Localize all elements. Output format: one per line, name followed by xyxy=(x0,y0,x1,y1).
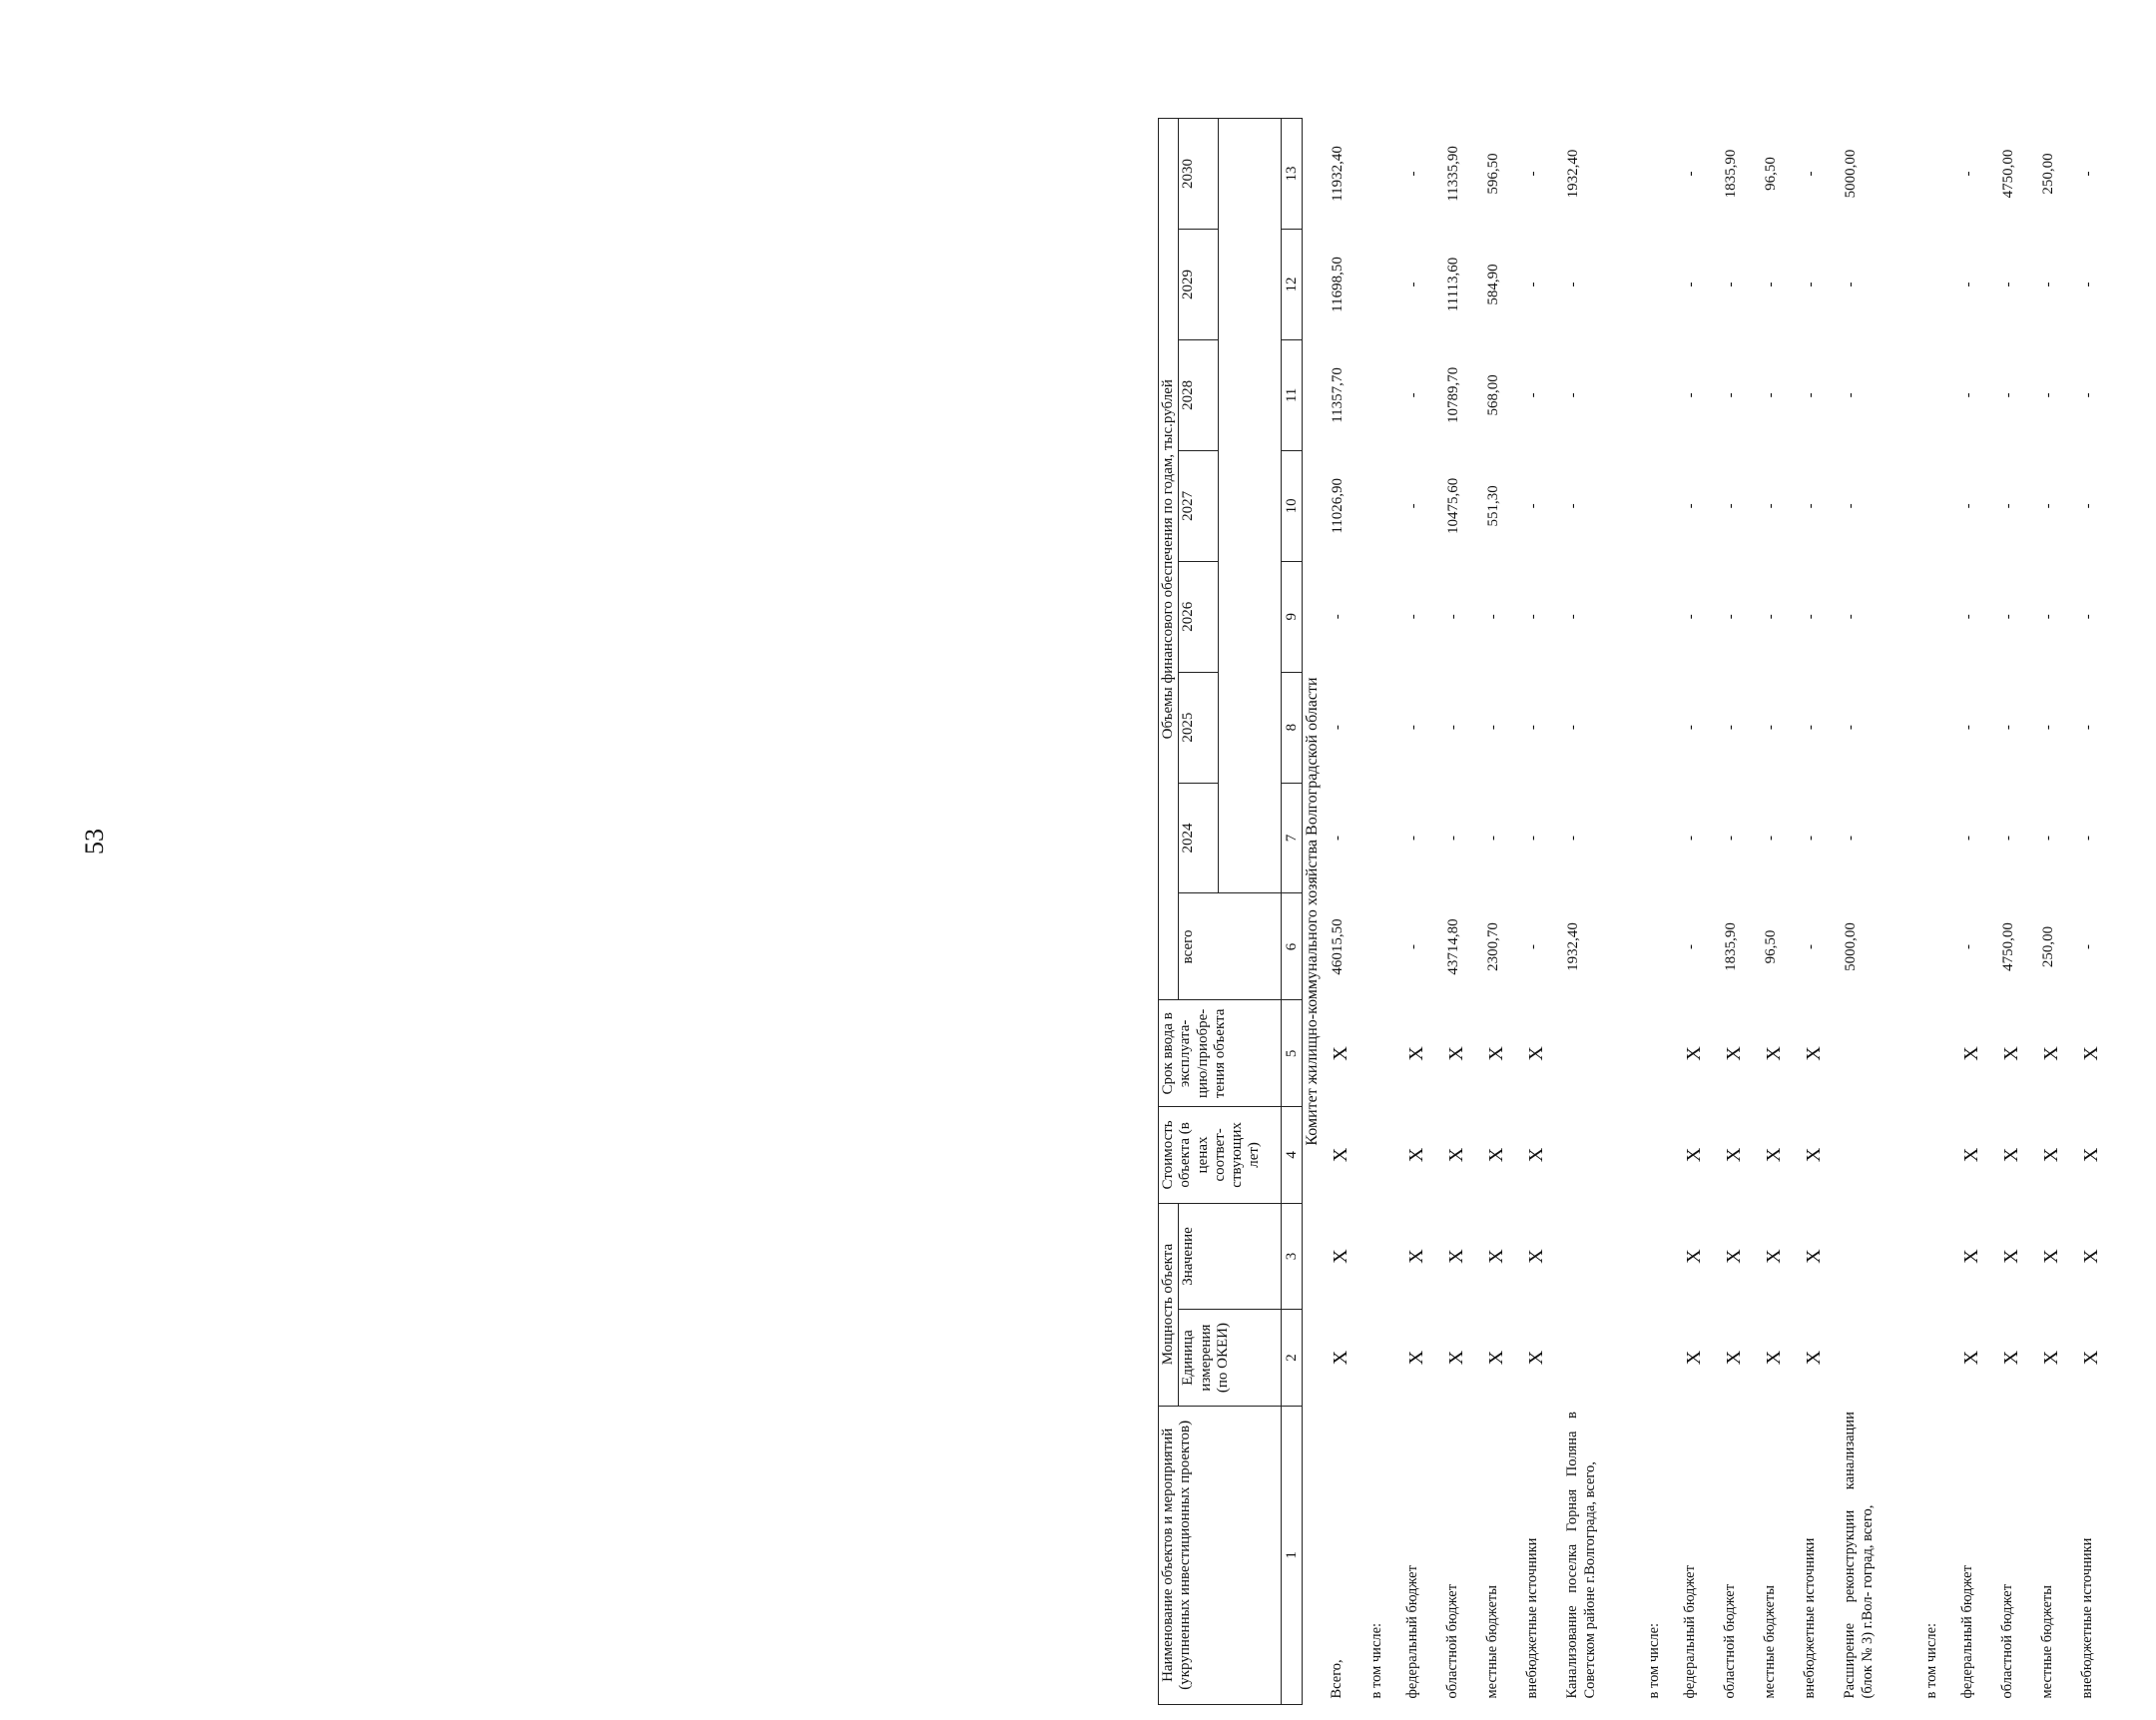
year-cell: - xyxy=(1763,836,1780,842)
term-cell: X xyxy=(1405,1046,1428,1061)
year-cell: - xyxy=(1525,836,1542,842)
year-cell: - xyxy=(1960,392,1977,398)
cost-cell: X xyxy=(1405,1147,1428,1163)
year-cell: 11113,60 xyxy=(1445,257,1462,312)
year-cell: - xyxy=(2080,392,2097,398)
header-year: 2028 xyxy=(1179,339,1219,450)
total-cell: 96,50 xyxy=(1763,929,1780,964)
row-name: Расширение реконструкции канализации (блок № 3) г.Вол- гоград, всего, xyxy=(1842,1412,1876,1699)
unit-cell: X xyxy=(1960,1350,1983,1366)
header-term: Срок ввода в эксплуата- цию/приобре- тения объекта xyxy=(1159,1000,1282,1107)
cost-cell: X xyxy=(1763,1147,1786,1163)
year-cell: 11932,40 xyxy=(1330,146,1347,202)
year-cell: - xyxy=(1763,392,1780,398)
cost-cell: X xyxy=(1803,1147,1826,1163)
year-cell: - xyxy=(1445,725,1462,731)
year-cell: - xyxy=(1565,282,1582,287)
header-object-name: Наименование объектов и мероприятий (укрупненных инвестиционных проектов) xyxy=(1159,1406,1282,1704)
year-cell: - xyxy=(1960,503,1977,509)
cost-cell: X xyxy=(1683,1147,1706,1163)
year-cell: 4750,00 xyxy=(2000,149,2017,199)
term-cell: X xyxy=(2080,1046,2103,1061)
year-cell: - xyxy=(1445,614,1462,620)
header-year: 2029 xyxy=(1179,230,1219,340)
table-row xyxy=(1802,119,1842,1705)
column-number: 10 xyxy=(1282,450,1303,561)
term-cell: X xyxy=(1445,1046,1468,1061)
column-number: 2 xyxy=(1282,1310,1303,1406)
cost-cell: X xyxy=(2000,1147,2023,1163)
year-cell: - xyxy=(1405,725,1422,731)
total-cell: 250,00 xyxy=(2040,925,2057,968)
year-cell: - xyxy=(2000,503,2017,509)
year-cell: - xyxy=(1525,725,1542,731)
subtotal-note-row xyxy=(1646,119,1682,1705)
year-cell: 11335,90 xyxy=(1445,146,1462,202)
column-number: 4 xyxy=(1282,1107,1303,1203)
year-cell: - xyxy=(1763,503,1780,509)
value-cell: X xyxy=(1525,1249,1548,1264)
year-cell: - xyxy=(1565,836,1582,842)
year-cell: 11357,70 xyxy=(1330,367,1347,423)
total-cell: - xyxy=(1525,943,1542,949)
total-cell: - xyxy=(1405,943,1422,949)
total-cell: 2300,70 xyxy=(1485,922,1502,971)
column-number: 6 xyxy=(1282,893,1303,1000)
column-number: 3 xyxy=(1282,1203,1303,1310)
row-name: федеральный бюджет xyxy=(1404,1565,1421,1699)
subtotal-note-row xyxy=(1923,119,1959,1705)
column-number: 12 xyxy=(1282,230,1303,340)
year-cell: 1835,90 xyxy=(1723,149,1740,199)
year-cell: 10475,60 xyxy=(1445,477,1462,534)
value-cell: X xyxy=(1723,1249,1746,1264)
year-cell: - xyxy=(1565,503,1582,509)
year-cell: - xyxy=(1843,392,1860,398)
year-cell: - xyxy=(1843,503,1860,509)
header-year: 2026 xyxy=(1179,561,1219,672)
value-cell: X xyxy=(1330,1249,1352,1264)
year-cell: - xyxy=(2040,725,2057,731)
value-cell xyxy=(1842,1203,1923,1310)
header-cost: Стоимость объекта (в ценах соответ- ствующих лет) xyxy=(1159,1107,1282,1203)
year-cell: - xyxy=(1803,836,1820,842)
value-cell: X xyxy=(1960,1249,1983,1264)
year-cell: - xyxy=(1960,725,1977,731)
year-cell: - xyxy=(1683,836,1700,842)
subtotal-note-row xyxy=(1368,119,1404,1705)
column-number: 7 xyxy=(1282,783,1303,893)
cost-cell: X xyxy=(1525,1147,1548,1163)
year-cell: - xyxy=(1763,725,1780,731)
year-cell: - xyxy=(1565,392,1582,398)
year-cell: - xyxy=(2040,614,2057,620)
year-cell: - xyxy=(1485,725,1502,731)
value-cell: X xyxy=(1683,1249,1706,1264)
cost-cell: X xyxy=(1330,1147,1352,1163)
year-cell: - xyxy=(1525,614,1542,620)
unit-cell: X xyxy=(2000,1350,2023,1366)
year-cell: 584,90 xyxy=(1485,264,1502,305)
table-row xyxy=(1524,119,1564,1705)
total-cell: - xyxy=(1960,943,1977,949)
column-number: 1 xyxy=(1282,1406,1303,1704)
table-body xyxy=(1303,119,2120,1705)
year-cell: - xyxy=(1683,392,1700,398)
value-cell: X xyxy=(1803,1249,1826,1264)
year-cell: - xyxy=(2080,725,2097,731)
cost-cell xyxy=(1842,1107,1923,1203)
table-row xyxy=(1762,119,1802,1705)
value-cell: X xyxy=(2000,1249,2023,1264)
year-cell: 551,30 xyxy=(1485,485,1502,527)
year-cell: - xyxy=(1723,836,1740,842)
term-cell: X xyxy=(1960,1046,1983,1061)
year-cell: - xyxy=(1803,614,1820,620)
empty-cell xyxy=(1368,119,1404,1407)
year-cell: - xyxy=(2080,171,2097,177)
table-row xyxy=(1484,119,1524,1705)
row-name: местные бюджеты xyxy=(1762,1584,1779,1699)
header-total: всего xyxy=(1179,893,1282,1000)
year-cell: - xyxy=(1803,725,1820,731)
year-cell: 11026,90 xyxy=(1330,477,1347,534)
row-name: областной бюджет xyxy=(1722,1583,1739,1699)
year-cell: - xyxy=(1960,836,1977,842)
term-cell: X xyxy=(1525,1046,1548,1061)
row-name: федеральный бюджет xyxy=(1959,1565,1976,1699)
header-power-group: Мощность объекта xyxy=(1159,1203,1179,1406)
column-number: 9 xyxy=(1282,561,1303,672)
row-name: местные бюджеты xyxy=(1484,1584,1501,1699)
table-row xyxy=(1722,119,1762,1705)
cost-cell: X xyxy=(2080,1147,2103,1163)
year-cell: - xyxy=(1485,614,1502,620)
year-cell: - xyxy=(1683,282,1700,287)
year-cell: - xyxy=(1405,614,1422,620)
year-cell: 5000,00 xyxy=(1843,149,1860,199)
year-cell: - xyxy=(2000,392,2017,398)
value-cell: X xyxy=(2040,1249,2063,1264)
year-cell: - xyxy=(1723,725,1740,731)
row-name: областной бюджет xyxy=(1444,1583,1461,1699)
term-cell: X xyxy=(1803,1046,1826,1061)
year-cell: - xyxy=(1803,282,1820,287)
header-year: 2024 xyxy=(1179,783,1219,893)
cost-cell: X xyxy=(2040,1147,2063,1163)
table-row xyxy=(1999,119,2039,1705)
row-name: Всего, xyxy=(1329,1659,1346,1699)
cost-cell: X xyxy=(1445,1147,1468,1163)
total-cell: 5000,00 xyxy=(1843,922,1860,971)
year-cell: - xyxy=(2040,503,2057,509)
year-cell: - xyxy=(1405,282,1422,287)
total-cell: 46015,50 xyxy=(1330,918,1347,975)
total-cell: - xyxy=(1803,943,1820,949)
unit-cell: X xyxy=(2040,1350,2063,1366)
year-cell: - xyxy=(1525,503,1542,509)
term-cell: X xyxy=(1485,1046,1508,1061)
cost-cell: X xyxy=(1960,1147,1983,1163)
cost-cell xyxy=(1564,1107,1646,1203)
header-year: 2030 xyxy=(1179,119,1219,230)
column-number: 5 xyxy=(1282,1000,1303,1107)
year-cell: - xyxy=(1565,614,1582,620)
year-cell: - xyxy=(2040,836,2057,842)
total-cell: 4750,00 xyxy=(2000,922,2017,971)
year-cell: - xyxy=(1683,503,1700,509)
term-cell: X xyxy=(2000,1046,2023,1061)
unit-cell: X xyxy=(1405,1350,1428,1366)
column-number: 11 xyxy=(1282,339,1303,450)
term-cell: X xyxy=(1723,1046,1746,1061)
year-cell: - xyxy=(1803,392,1820,398)
year-cell: - xyxy=(2000,614,2017,620)
unit-cell: X xyxy=(1445,1350,1468,1366)
header-year: 2027 xyxy=(1179,450,1219,561)
year-cell: - xyxy=(1723,282,1740,287)
table-row xyxy=(1444,119,1484,1705)
year-cell: - xyxy=(1723,503,1740,509)
year-cell: - xyxy=(1405,503,1422,509)
column-number-row xyxy=(1282,119,1303,1705)
table-row xyxy=(2079,119,2119,1705)
year-cell: - xyxy=(1683,614,1700,620)
cost-cell: X xyxy=(1723,1147,1746,1163)
page-number: 53 xyxy=(80,829,109,855)
table-row xyxy=(1682,119,1722,1705)
year-cell: - xyxy=(1843,725,1860,731)
header-years-spacer xyxy=(1219,119,1282,893)
value-cell xyxy=(1564,1203,1646,1310)
year-cell: - xyxy=(2080,836,2097,842)
year-cell: - xyxy=(1525,171,1542,177)
year-cell: - xyxy=(1330,614,1347,620)
year-cell: - xyxy=(2080,282,2097,287)
value-cell: X xyxy=(1763,1249,1786,1264)
year-cell: - xyxy=(1565,725,1582,731)
unit-cell xyxy=(1842,1310,1923,1406)
value-cell: X xyxy=(1485,1249,1508,1264)
year-cell: - xyxy=(2040,282,2057,287)
total-cell: - xyxy=(2080,943,2097,949)
term-cell: X xyxy=(2040,1046,2063,1061)
year-cell: - xyxy=(1330,836,1347,842)
term-cell xyxy=(1842,1000,1923,1107)
year-cell: - xyxy=(1525,392,1542,398)
value-cell: X xyxy=(1405,1249,1428,1264)
year-cell: - xyxy=(1330,725,1347,731)
year-cell: - xyxy=(1960,171,1977,177)
term-cell: X xyxy=(1683,1046,1706,1061)
year-cell: 250,00 xyxy=(2040,153,2057,195)
table-row xyxy=(1842,119,1923,1705)
unit-cell: X xyxy=(1485,1350,1508,1366)
year-cell: 568,00 xyxy=(1485,374,1502,416)
unit-cell xyxy=(1564,1310,1646,1406)
year-cell: - xyxy=(1843,614,1860,620)
unit-cell: X xyxy=(2080,1350,2103,1366)
section-title: Комитет жилищно-коммунального хозяйства Волгоградской области xyxy=(1304,677,1322,1146)
value-cell: X xyxy=(2080,1249,2103,1264)
table-row xyxy=(1564,119,1646,1705)
year-cell: - xyxy=(1960,282,1977,287)
header-value: Значение xyxy=(1179,1203,1282,1310)
year-cell: - xyxy=(2080,614,2097,620)
finance-table xyxy=(1158,118,2119,1705)
column-number: 8 xyxy=(1282,672,1303,783)
total-cell: - xyxy=(1683,943,1700,949)
year-cell: - xyxy=(1960,614,1977,620)
table-row xyxy=(1329,119,1368,1705)
year-cell: - xyxy=(1405,171,1422,177)
year-cell: - xyxy=(1445,836,1462,842)
row-name: в том числе: xyxy=(1368,1622,1385,1699)
total-cell: 43714,80 xyxy=(1445,918,1462,975)
year-cell: 596,50 xyxy=(1485,153,1502,195)
year-cell: 1932,40 xyxy=(1565,149,1582,199)
unit-cell: X xyxy=(1330,1350,1352,1366)
year-cell: - xyxy=(1843,836,1860,842)
unit-cell: X xyxy=(1803,1350,1826,1366)
year-cell: - xyxy=(1683,171,1700,177)
year-cell: - xyxy=(2000,282,2017,287)
year-cell: 10789,70 xyxy=(1445,366,1462,424)
year-cell: - xyxy=(1843,282,1860,287)
unit-cell: X xyxy=(1723,1350,1746,1366)
year-cell: - xyxy=(1803,503,1820,509)
year-cell: - xyxy=(1683,725,1700,731)
year-cell: - xyxy=(2000,836,2017,842)
term-cell xyxy=(1564,1000,1646,1107)
year-cell: - xyxy=(2040,392,2057,398)
year-cell: - xyxy=(1405,836,1422,842)
row-name: федеральный бюджет xyxy=(1682,1565,1699,1699)
row-name: внебюджетные источники xyxy=(1802,1537,1819,1699)
unit-cell: X xyxy=(1525,1350,1548,1366)
total-cell: 1932,40 xyxy=(1565,922,1582,971)
table-row xyxy=(2039,119,2079,1705)
cost-cell: X xyxy=(1485,1147,1508,1163)
table-row xyxy=(1404,119,1444,1705)
empty-cell xyxy=(1646,119,1682,1407)
rotated-table-container xyxy=(1158,118,2156,1705)
row-name: Канализование поселка Горная Поляна в Советском районе г.Волгограда, всего, xyxy=(1564,1412,1598,1699)
row-name: в том числе: xyxy=(1923,1622,1940,1699)
value-cell: X xyxy=(1445,1249,1468,1264)
year-cell: 11698,50 xyxy=(1330,257,1347,312)
column-number: 13 xyxy=(1282,119,1303,230)
year-cell: - xyxy=(2080,503,2097,509)
year-cell: 96,50 xyxy=(1763,157,1780,191)
header-finance-group: Объемы финансового обеспечения по годам, тыс.рублей xyxy=(1159,119,1179,1000)
year-cell: - xyxy=(1525,282,1542,287)
row-name: в том числе: xyxy=(1646,1622,1663,1699)
unit-cell: X xyxy=(1683,1350,1706,1366)
year-cell: - xyxy=(1405,392,1422,398)
year-cell: - xyxy=(1763,614,1780,620)
total-cell: 1835,90 xyxy=(1723,922,1740,971)
row-name: внебюджетные источники xyxy=(2079,1537,2096,1699)
year-cell: - xyxy=(1763,282,1780,287)
year-cell: - xyxy=(1803,171,1820,177)
year-cell: - xyxy=(1485,836,1502,842)
unit-cell: X xyxy=(1763,1350,1786,1366)
term-cell: X xyxy=(1330,1046,1352,1061)
table-row xyxy=(1959,119,1999,1705)
empty-cell xyxy=(1923,119,1959,1407)
row-name: областной бюджет xyxy=(1999,1583,2016,1699)
year-cell: - xyxy=(1723,614,1740,620)
term-cell: X xyxy=(1763,1046,1786,1061)
header-year: 2025 xyxy=(1179,672,1219,783)
row-name: внебюджетные источники xyxy=(1524,1537,1541,1699)
year-cell: - xyxy=(2000,725,2017,731)
header-unit: Единица измерения (по ОКЕИ) xyxy=(1179,1310,1282,1406)
year-cell: - xyxy=(1723,392,1740,398)
row-name: местные бюджеты xyxy=(2039,1584,2056,1699)
